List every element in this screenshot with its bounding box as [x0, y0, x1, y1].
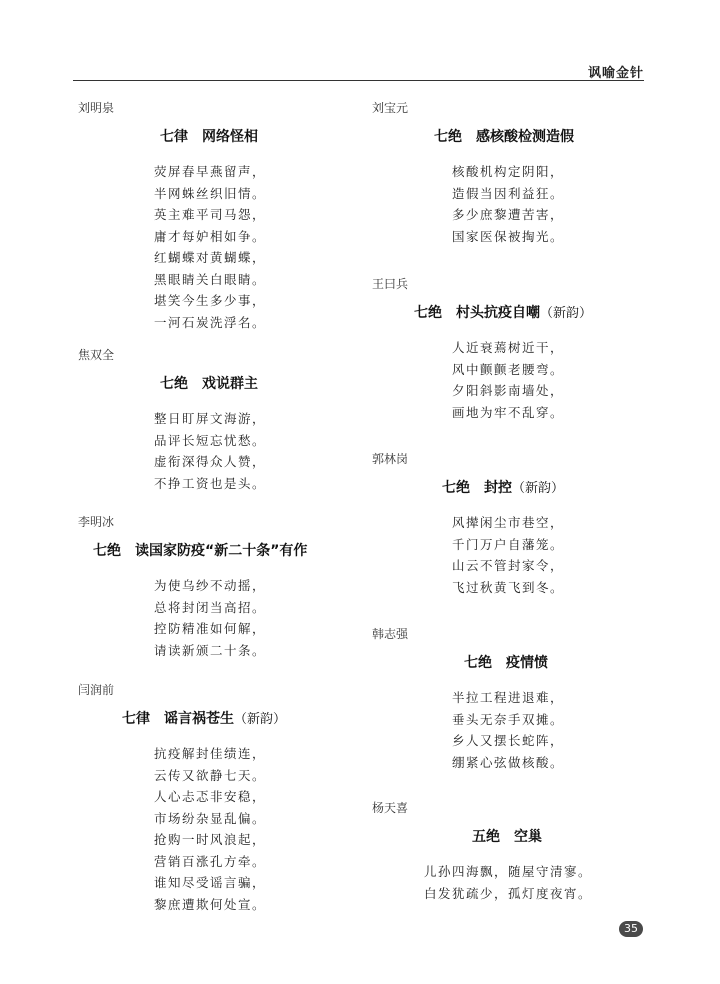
poem-line: 谁知尽受谣言骗，: [154, 875, 267, 890]
poem-line: 国家医保被掏光。: [452, 228, 565, 244]
poem-line: 不挣工资也是头。: [154, 475, 267, 491]
poem-author: 郭林岗: [372, 452, 409, 466]
section-title: 讽喻金针: [587, 66, 644, 81]
poem-line: 千门万户自藩笼。: [452, 536, 565, 552]
poem-lines: [78, 743, 368, 915]
page-number: 35: [619, 921, 643, 937]
poem-line: 乡人又摆长蛇阵，: [452, 733, 565, 748]
header-divider: [73, 80, 644, 81]
poem-line: 红蝴蝶对黄蝴蝶，: [154, 250, 267, 265]
poem-lines: [372, 161, 662, 247]
poem-line: 山云不管封家令，: [452, 558, 565, 573]
poem-author: 刘明泉: [78, 101, 115, 115]
poem-line: 抗疫解封佳绩连，: [154, 746, 267, 761]
poem-line: 营销百涨孔方牵。: [154, 853, 267, 869]
poem-title: 七绝 村头抗疫自嘲（新韵）: [414, 305, 593, 321]
poem-1: [78, 99, 368, 333]
poem-author: 韩志强: [372, 627, 409, 641]
poem-line: 夕阳斜影南墙处，: [452, 383, 565, 398]
poem-3: [78, 513, 368, 661]
poem-line: 造假当因利益狂。: [452, 185, 565, 201]
poem-line: 多少庶黎遭苦害，: [452, 207, 565, 222]
poem-author: 闫润前: [78, 683, 115, 697]
poem-7: [372, 450, 662, 598]
poem-line: 绷紧心弦做核酸。: [452, 754, 565, 770]
poem-line: 品评长短忘忧愁。: [154, 432, 267, 448]
poem-title: 五绝 空巢: [472, 829, 542, 845]
poem-4: [78, 681, 368, 915]
poem-line: 黎庶遭欺何处宣。: [154, 896, 267, 912]
poem-title: 七律 网络怪相: [160, 129, 258, 145]
poem-title: 七绝 读国家防疫“新二十条”有作: [93, 543, 308, 559]
poem-author: 焦双全: [78, 348, 115, 362]
poem-9: [372, 799, 662, 904]
poem-line: 云传又欲静七天。: [154, 767, 267, 783]
poem-title: 七律 谣言祸苍生（新韵）: [122, 711, 287, 727]
poem-line: 垂头无奈手双摊。: [452, 711, 565, 727]
poem-lines: [372, 861, 662, 904]
poem-line: 人心忐忑非安稳，: [154, 789, 267, 804]
poem-author: 王曰兵: [372, 277, 409, 291]
poem-line: 一河石炭洗浮名。: [154, 314, 267, 330]
poem-line: 儿孙四海飘，随屋守清寥。: [424, 864, 593, 879]
poem-line: 风撵闲尘市巷空，: [452, 515, 565, 530]
poem-6: [372, 275, 662, 423]
poem-line: 堪笑今生多少事，: [154, 293, 267, 308]
poem-line: 整日盯屏文海游，: [154, 411, 267, 426]
poem-line: 市场纷杂显乱偏。: [154, 810, 267, 826]
poem-line: 为使乌纱不动摇，: [154, 578, 267, 593]
poem-line: 荧屏春早燕留声，: [154, 164, 267, 179]
poem-author: 杨天喜: [372, 801, 409, 815]
poem-author: 李明冰: [78, 515, 115, 529]
poem-author: 刘宝元: [372, 101, 409, 115]
poem-title: 七绝 疫情愤: [464, 655, 548, 671]
poem-title: 七绝 感核酸检测造假: [434, 129, 574, 145]
poem-line: 半拉工程进退难，: [452, 690, 565, 705]
poem-lines: [372, 687, 662, 773]
poem-line: 控防精准如何解，: [154, 621, 267, 636]
poem-lines: [78, 575, 368, 661]
poem-title: 七绝 封控（新韵）: [442, 480, 565, 496]
poem-line: 人近衰蔫树近干，: [452, 340, 565, 355]
poem-line: 庸才每妒相如争。: [154, 228, 267, 244]
poem-2: [78, 346, 368, 494]
poem-line: 飞过秋黄飞到冬。: [452, 579, 565, 595]
poem-lines: [372, 512, 662, 598]
poem-line: 抢购一时风浪起，: [154, 832, 267, 847]
poem-line: 虚衔深得众人赞，: [154, 454, 267, 469]
poem-line: 风中颤颤老腰弯。: [452, 361, 565, 377]
poem-line: 请读新颁二十条。: [154, 642, 267, 658]
poem-lines: [372, 337, 662, 423]
poem-line: 半网蛛丝织旧情。: [154, 185, 267, 201]
poem-line: 白发犹疏少，孤灯度夜宵。: [424, 885, 593, 901]
poem-line: 核酸机构定阴阳，: [452, 164, 565, 179]
poem-lines: [78, 408, 368, 494]
poem-title: 七绝 戏说群主: [160, 376, 258, 392]
poem-line: 黑眼睛关白眼睛。: [154, 271, 267, 287]
poem-lines: [78, 161, 368, 333]
poem-5: [372, 99, 662, 247]
poem-line: 总将封闭当高招。: [154, 599, 267, 615]
poem-line: 画地为牢不乱穿。: [452, 404, 565, 420]
poem-8: [372, 625, 662, 773]
poem-line: 英主难平司马怨，: [154, 207, 267, 222]
